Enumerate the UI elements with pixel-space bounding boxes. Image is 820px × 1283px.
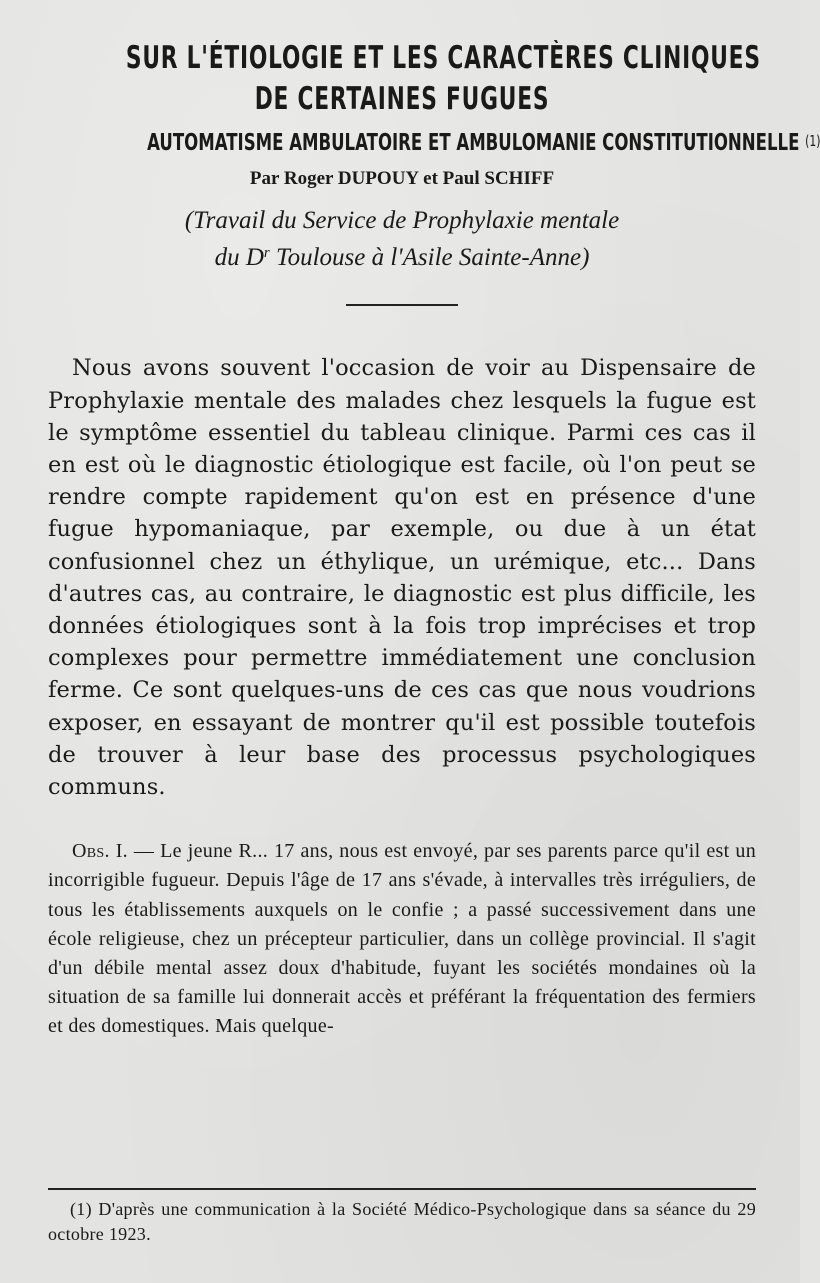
- intro-paragraph: [48, 352, 756, 803]
- observation-label: Obs. I.: [72, 840, 128, 863]
- subtitle: [147, 130, 820, 157]
- service-line-2-pre: du D: [214, 244, 264, 272]
- authors: Par Roger DUPOUY et Paul SCHIFF: [249, 168, 555, 190]
- service-line-2-post: Toulouse à l'Asile Sainte-Anne): [269, 244, 590, 272]
- separator-rule: [346, 304, 458, 306]
- footnote-rule: [48, 1188, 756, 1190]
- service-note: [48, 204, 756, 274]
- service-line-1: (Travail du Service de Prophylaxie mentale: [184, 207, 620, 235]
- observation-paragraph: [48, 837, 756, 1041]
- title-line-1: SUR L'ÉTIOLOGIE ET LES CARACTÈRES CLINIQUES: [125, 40, 761, 76]
- intro-paragraph-text: Nous avons souvent l'occasion de voir au Dispensaire de Prophylaxie mentale des malades chez lesquels la fugue est le symptôme essentiel du tableau clinique. Parmi ces cas il en est où le diagnostic étiologique est facile, où l'on peut se rendre compte rapidement qu'on est en présence d'une fugue hypomaniaque, par exemple, ou due à un état confusionnel chez un éthylique, un urémique, etc... Dans d'autres cas, au contraire, le diagnostic est plus difficile, les données étiologiques sont à la fois trop imprécises et trop complexes pour permettre immédiatement une conclusion ferme. Ce sont quelques-uns de ces cas que nous voudrions exposer, en essayant de montrer qu'il est possible toutefois de trouver à leur base des processus psychologiques communs.: [48, 355, 756, 801]
- observation-text: — Le jeune R... 17 ans, nous est envoyé, par ses parents parce qu'il est un incorrigible fugueur. Depuis l'âge de 17 ans s'évade, à intervalles très irréguliers, de tous les établissements auxquels on le confie ; a passé successivement dans une école religieuse, chez un précepteur particulier, dans un collège provincial. Il s'agit d'un débile mental assez doux d'habitude, fuyant les sociétés mondaines où la situation de sa famille lui donnerait accès et préférant la fréquentation des fermiers et des domestiques. Mais quelque-: [48, 840, 757, 1038]
- footnote-text: (1) D'après une communication à la Société Médico-Psychologique dans sa séance du 29 octobre 1923.: [48, 1199, 756, 1244]
- footnote-ref: (1): [805, 132, 820, 151]
- title-line-2: DE CERTAINES FUGUES: [254, 81, 550, 118]
- subtitle-text: AUTOMATISME AMBULATOIRE ET AMBULOMANIE CONSTITUTIONNELLE: [147, 130, 800, 157]
- footnote: [48, 1197, 756, 1247]
- service-line-2: [48, 237, 756, 274]
- service-line-2-sup: r: [263, 245, 270, 262]
